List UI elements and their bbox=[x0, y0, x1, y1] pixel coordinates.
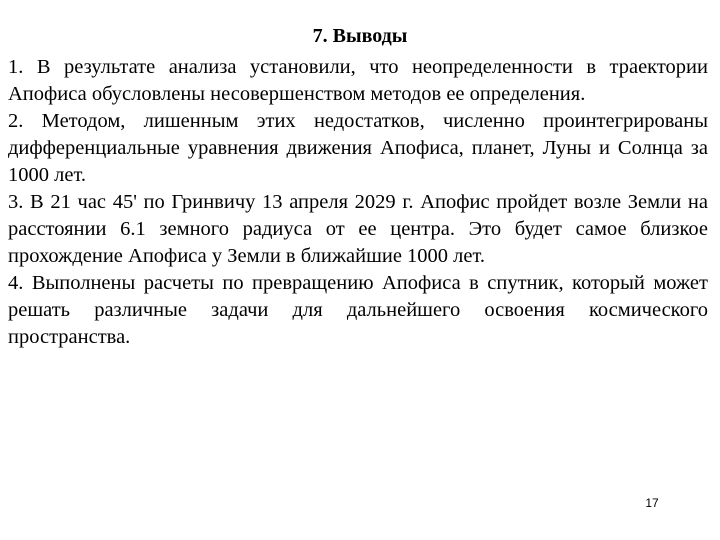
page-number: 17 bbox=[645, 496, 659, 510]
conclusion-item-3: 3. В 21 час 45' по Гринвичу 13 апреля 2029 г. Апофис пройдет возле Земли на расстоянии 6.1 земного радиуса от ее центра. Это будет самое близкое прохождение Апофиса у Земли в ближайшие 1000 лет. bbox=[8, 191, 708, 267]
conclusion-item-2: 2. Методом, лишенным этих недостатков, численно проинтегрированы дифференциальные уравнения движения Апофиса, планет, Луны и Солнца за 1000 лет. bbox=[8, 110, 708, 186]
conclusion-item-1: 1. В результате анализа установили, что неопределенности в траектории Апофиса обусловлены несовершенством методов ее определения. bbox=[8, 56, 708, 105]
slide-title: 7. Выводы bbox=[312, 25, 408, 47]
conclusions-list bbox=[8, 54, 708, 351]
conclusion-item-4: 4. Выполнены расчеты по превращению Апофиса в спутник, который может решать различные задачи для дальнейшего освоения космического пространства. bbox=[8, 272, 708, 348]
